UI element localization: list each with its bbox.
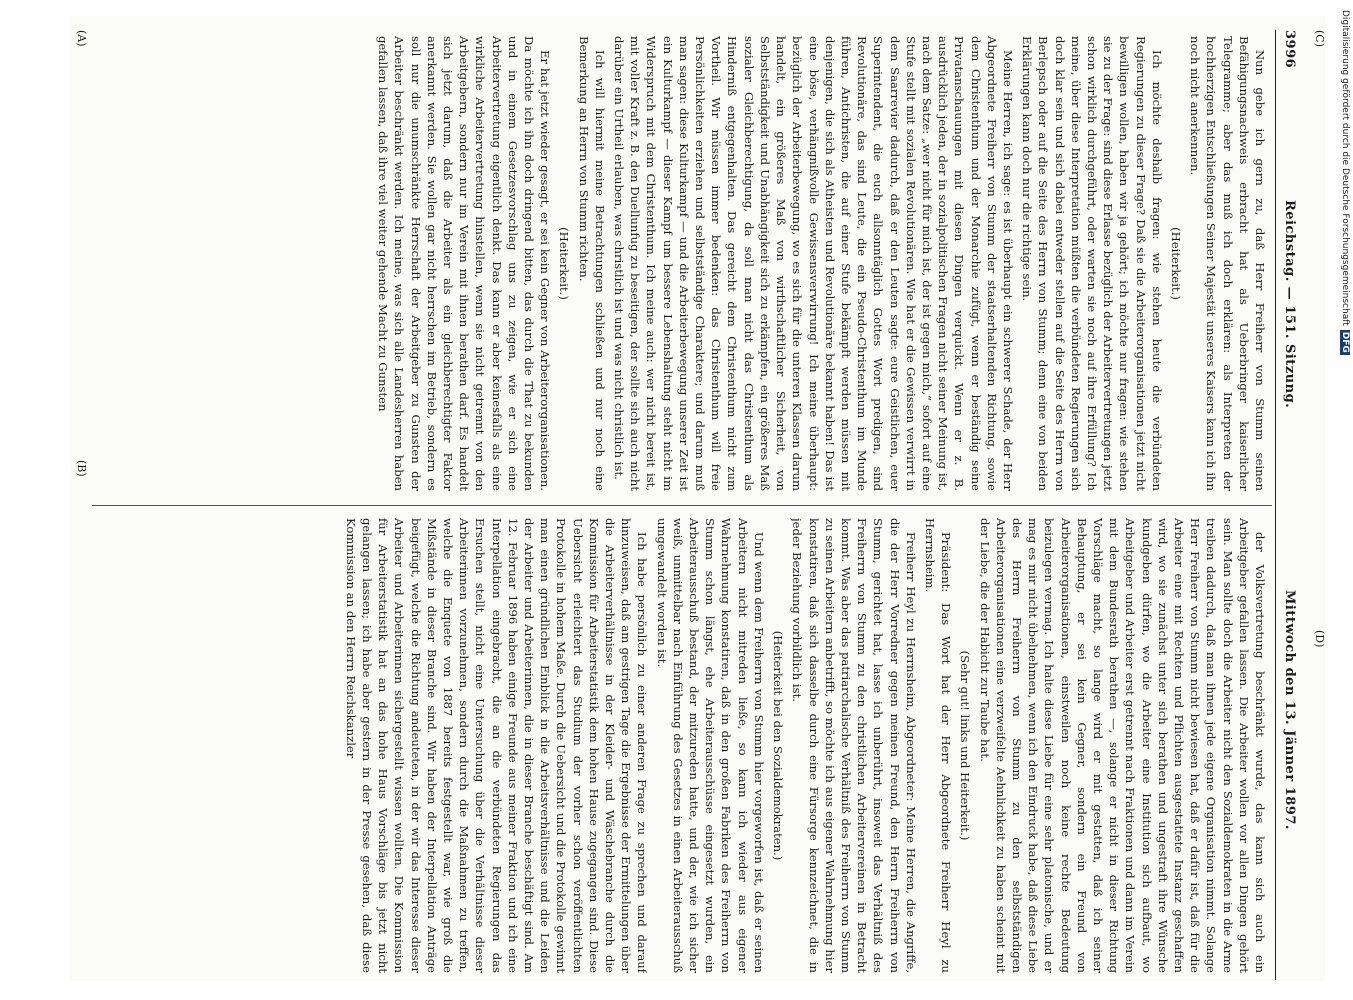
header-left-title: Reichstag. — 151. Sitzung. — [1282, 200, 1297, 409]
margin-mark-d: (D) — [1313, 630, 1326, 648]
paragraph: Ich will hiermit meine Betrachtungen schließen und nur noch eine Bemerkung an Herrn von Stumm richten. — [576, 36, 607, 491]
paragraph: Ich möchte deshalb fragen: wie stehen heute die verbündeten Regierungen zu dieser Frage? Daß sie die Arbeiterorganisationen jetzt nicht bewilligen wollen, haben wir ja gehört; ich möchte nur fragen: wie stehen sie zu der Frage: sind diese Erlasse bezüglich der Arbeitervertretungen jetzt schon wirklich durchgeführt, oder warten sie noch auf ihre Erfüllung? Ich meine, über diese Interpretation müßten die verbündeten Regierungen sich doch klar sein und sich dabei entweder stellen auf die Seite des Herrn von Berlepsch oder auf die Seite des Herrn von Stumm; denn eine von beiden Erklärungen kann doch nur die richtige sein. — [1020, 36, 1164, 491]
column-rule — [92, 505, 1272, 506]
paragraph: Meine Herren, ich sage: es ist überhaupt ein schwerer Schade, der Herr Abgeordnete Freiherr von Stumm der staatserhaltenden Richtung, sowie dem Christenthum und der Monarchie zufügt, wenn er beständig seine Privatanschauungen mit diesen Dingen verquickt. Wenn er z. B. ausdrücklich jeden, der in sozialpolitischen Fragen nicht seiner Meinung ist, nach dem Satze: „wer nicht für mich ist, der ist gegen mich,“ sofort auf eine Stufe stellt mit sozialen Revolutionären. Wie hat er die Gewissen verwirrt in dem Saarrevier dadurch, daß er den Leuten sagte: eure Geistlichen, euer Superintendent, die euch allsonntäglich Gottes Wort predigen, sind Revolutionäre, das sind Leute, die ein Pseudo-Christenthum im Munde führen, Antichristen, die auf einer Stufe bekämpft werden müssen mit denjenigen, die sich als Atheisten und Revolutionäre bekannt haben! Das ist eine böse, verhängnißvolle Gewissensverwirrung! Ich meine überhaupt: bezüglich der Arbeiterbewegung, wo es sich für die unteren Klassen darum handelt, ein größeres Maß von wirthschaftlicher Sicherheit, von Selbstständigkeit und Unabhängigkeit sich zu erkämpfen, ein größeres Maß sozialer Gleichberechtigung, da soll man nicht das Christenthum als Hinderniß entgegenhalten. Das gereicht dem Christenthum nicht zum Vortheil. Wir müssen immer bedenken: das Christenthum will freie Persönlichkeiten erziehen und selbstständige Charaktere; und darum muß man sagen: diese Kulturkampf — und die Arbeiterbewegung unserer Zeit ist ein Kulturkampf — dieser Kampf um bessere Lebenshaltung steht nicht im Widerspruch mit dem Christenthum. Ich meine auch: wer nicht bereit ist, mit voller Kraft z. B. den Duellunfug zu beseitigen, der sollte sich auch nicht darüber ein Urtheil erlauben, was christlich ist und was nicht christlich ist. — [612, 36, 1015, 491]
speaker-paragraph: Präsident: Das Wort hat der Herr Abgeordnete Freiherr Heyl zu Herrnsheim. — [922, 518, 954, 973]
paragraph: Ich habe persönlich zu einer anderen Frage zu sprechen und darauf hinzuweisen, daß am gestrigen Tage die Ergebnisse der Ermittelungen über die Arbeiterverhältnisse in der Kleider- und Wäschebranche durch die Kommission für Arbeiterstatistik dem hohen Hause zugegangen sind. Diese Uebersicht erleichtert das Studium der vorher schon veröffentlichten Protokolle in hohem Maße. Durch die Uebersicht und die Protokolle gewinnt man einen gründlichen Einblick in die Arbeitsverhältnisse und die Leiden der Arbeiter und Arbeiterinnen, die in dieser Branche beschäftigt sind. Am 12. Februar 1896 haben einige Freunde aus meiner Fraktion und ich eine Interpellation eingebracht, die an die verbündeten Regierungen das Ersuchen stellt, nicht eine Untersuchung über die Verhältnisse dieser Arbeiterinnen vorzunehmen, sondern durch die Maßnahmen zu treffen, welche die Enquete von 1887 bereits festgestellt war, wie groß die Mißstände in dieser Branche sind. Wir haben der Interpellation Anträge beigefügt, welche die Richtung andeuteten, in der wir das Interesse dieser Arbeiter und Arbeiterinnen sichergestellt wissen wollten. Die Kommission für Arbeiterstatistik hat an das hohe Haus Vorschläge bis jetzt nicht gelangen lassen; ich habe aber gestern in der Presse gesehen, daß diese Kommission an den Herrn Reichskanzler — [343, 518, 650, 973]
margin-mark-a: (A) — [75, 30, 88, 47]
margin-mark-c: (C) — [1313, 30, 1326, 47]
interjection: (Heiterkeit.) — [1168, 227, 1183, 300]
paragraph: Er hat jetzt wieder gesagt, er sei kein Gegner von Arbeiterorganisationen. Da möchte ich ihn doch dringend bitten, das durch die That zu bekunden und in einem Gesetzesvorschlag uns zu zeigen, wie er sich eine Arbeitervertretung eigentlich denkt. Das kann er aber keinesfalls als eine wirkliche Arbeitervertretung hinstellen, wenn sie nicht getrennt von den Arbeitgebern, sondern nur im Verein mit ihnen berathen darf. Es handelt sich jetzt darum, daß die Arbeiter als ein gleichberechtigter Faktor anerkannt werden. Sie wollen gar nicht herrschen im Betrieb, sondern es soll nur die unumschränkte Herrschaft der Arbeitgeber zu Gunsten der Arbeiter beschränkt werden. Ich meine, was sich alle Landesherren haben gefallen lassen, daß ihre viel weiter gehende Macht zu Gunsten — [376, 36, 553, 491]
digitization-credit — [1340, 10, 1350, 355]
credit-text: Digitalisierung gefördert durch die Deutsche Forschungsgemeinschaft — [1340, 10, 1350, 326]
left-column — [98, 36, 1268, 491]
speaker-paragraph: Freiherr Heyl zu Herrnsheim, Abgeordneter: Meine Herren, die Angriffe, die der Herr Vorredner gegen meinen Freund, den Herrn Freiherrn von Stumm, gerichtet hat, lasse ich unberührt, insoweit das Verhältniß des Freiherrn von Stumm zu den christlichen Arbeitervereinen in Betracht kommt. Was aber das patriarchalische Verhältniß des Freiherrn von Stumm zu seinen Arbeitern anbetrifft, so möchte ich aus eigener Wahrnehmung hier konstatiren, daß sich dasselbe durch eine Fürsorge kennzeichnet, die in jeder Beziehung vorbildlich ist. — [790, 518, 918, 973]
interjection: (Sehr gut! links und Heiterkeit.) — [958, 650, 973, 841]
page-number: 3996 — [1282, 30, 1297, 69]
rotated-page-content — [60, 30, 1326, 980]
paragraph: der Volksvertretung beschränkt wurde, das kann sich auch ein Arbeitgeber gefallen lassen. Die Arbeiter wollen vor allen Dingen gehört sein. Man sollte doch die Arbeiter nicht den Sozialdemokraten in die Arme treiben dadurch, daß man ihnen jede eigene Organisation nimmt. Solange Herr Freiherr von Stumm nicht bewiesen hat, daß er dafür ist, daß für die Arbeiter eine mit Rechten und Pflichten ausgestattete Instanz geschaffen wird, wo sie zunächst unter sich berathen und ungestraft ihre Wünsche kundgeben dürfen, wo die Arbeiter eine Institution sich aufbaut, wo Arbeitgeber und Arbeiter erst getrennt nach Fraktionen und dann im Verein mit dem Bundesrath berathen —, solange er nicht in dieser Richtung Vorschläge macht, so lange wird er mit gestatten, daß ich seiner Behauptung, er sei kein Gegner, sondern ein Freund von Arbeiterorganisationen, einstweilen noch keine rechte Bedeutung beizulegen vermag. Ich halte diese Liebe für eine sehr platonische, und er mag es mir nicht übelnehmen, wenn ich den Eindruck habe, daß diese Liebe des Herrn Freiherrn von Stumm zu den selbstständigen Arbeiterorganisationen eine verzweifelte Aehnlichkeit zu haben scheint mit der Liebe, die der Habicht zur Taube hat. — [977, 518, 1267, 973]
interjection: (Heiterkeit bei den Sozialdemokraten.) — [771, 630, 786, 861]
header-right-title: Mittwoch den 13. Jänner 1897. — [1282, 590, 1297, 830]
dfg-logo: DFG — [1340, 331, 1350, 353]
margin-mark-b: (B) — [75, 460, 88, 477]
page-header — [1275, 30, 1300, 980]
interjection: (Heiterkeit.) — [557, 227, 572, 300]
paragraph: Und wenn dem Freiherrn von Stumm hier vorgeworfen ist, daß er seinen Arbeitern nicht mitreden ließe, so kann ich wieder aus eigener Wahrnehmung konstatiren, daß in den großen Fabriken des Freiherrn von Stumm schon längst, ehe Arbeiterausschüsse eingesetzt wurden, ein Arbeiterausschuß bestand, der mitzureden hatte, und der, wie ich sicher weiß, unmittelbar nach Einführung des Gesetzes in einen Arbeiterausschuß umgewandelt worden ist. — [654, 518, 766, 973]
right-column — [98, 518, 1268, 973]
paragraph: Nun gebe ich gern zu, daß Herr Freiherr von Stumm seinen Befähigungsnachweis erbracht hat als Ueberbringer kaiserlicher Telegramme; aber das muß ich doch erklären: als Interpreten der hochherzigen Entschließungen Seiner Majestät unseres Kaisers kann ich ihn noch nicht anerkennen. — [1188, 36, 1267, 491]
